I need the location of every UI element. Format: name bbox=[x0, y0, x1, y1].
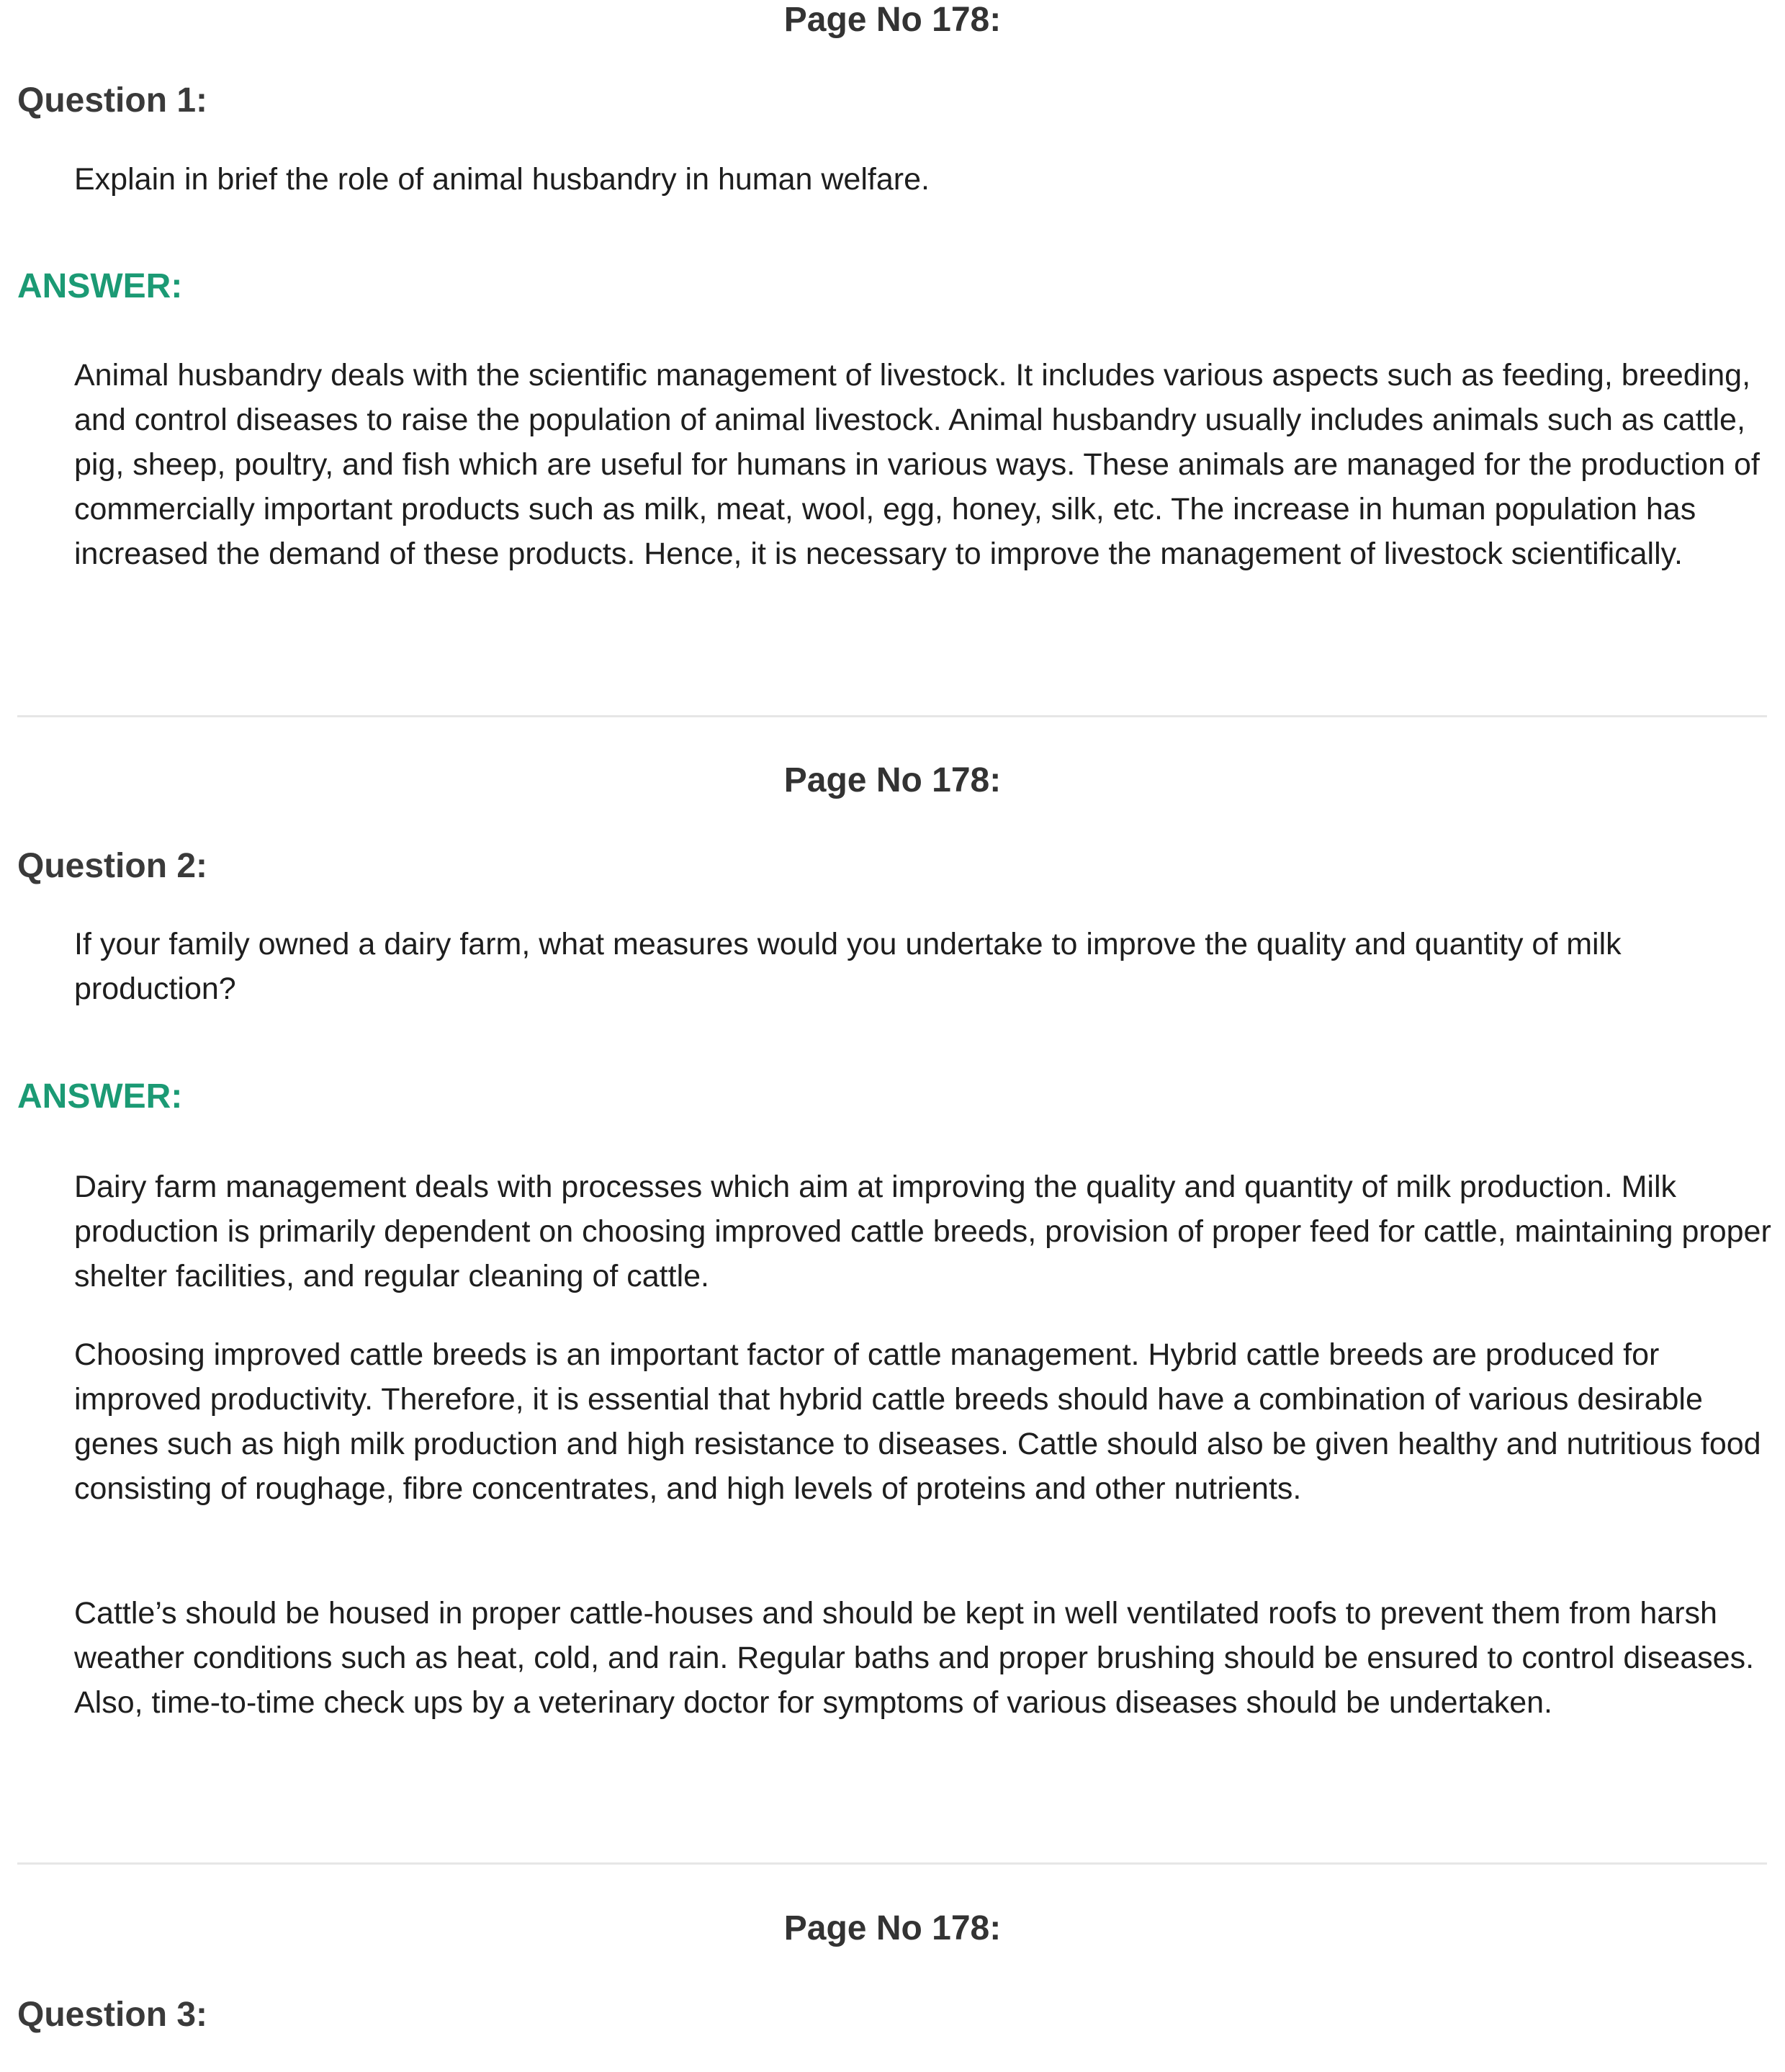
question-label: Question 1: bbox=[17, 81, 208, 120]
page-number-heading: Page No 178: bbox=[783, 1909, 1002, 1947]
answer-label: ANSWER: bbox=[17, 1077, 183, 1116]
question-label: Question 3: bbox=[17, 1996, 208, 2034]
section-divider bbox=[17, 715, 1767, 717]
section-divider bbox=[17, 1862, 1767, 1865]
question-text: Explain in brief the role of animal husbandry in human welfare. bbox=[74, 162, 930, 197]
answer-paragraph: Animal husbandry deals with the scientific management of livestock. It includes various aspects such as feeding, breeding, and control diseases to raise the population of animal livestock. Animal husbandry usually includes animals such as cattle, pig, sheep, poultry, and fish which are useful for humans in various ways. These animals are managed for the production of commercially important products such as milk, meat, wool, egg, honey, silk, etc. The increase in human population has increased the demand of these products. Hence, it is necessary to improve the management of livestock scientifically. bbox=[74, 358, 1760, 571]
page-number-heading: Page No 178: bbox=[783, 761, 1002, 799]
answer-paragraph: Cattle’s should be housed in proper cattle-houses and should be kept in well ventilated roofs to prevent them from harsh weather conditions such as heat, cold, and rain. Regular baths and proper brushing should be ensured to control diseases. Also, time-to-time check ups by a veterinary doctor for symptoms of various diseases should be undertaken. bbox=[74, 1596, 1755, 1720]
question-label: Question 2: bbox=[17, 847, 208, 885]
page-number-heading: Page No 178: bbox=[783, 1, 1002, 39]
answer-paragraph: Dairy farm management deals with processes which aim at improving the quality and quantity of milk production. Milk production is primarily dependent on choosing improved cattle breeds, provision of proper feed for cattle, maintaining proper shelter facilities, and regular cleaning of cattle. bbox=[74, 1170, 1771, 1293]
question-text: If your family owned a dairy farm, what measures would you undertake to improve the quality and quantity of milk production? bbox=[74, 927, 1622, 1006]
answer-paragraph: Choosing improved cattle breeds is an important factor of cattle management. Hybrid cattle breeds are produced for improved productivity. Therefore, it is essential that hybrid cattle breeds should have a combination of various desirable genes such as high milk production and high resistance to diseases. Cattle should also be given healthy and nutritious food consisting of roughage, fibre concentrates, and high levels of proteins and other nutrients. bbox=[74, 1337, 1761, 1506]
answer-label: ANSWER: bbox=[17, 267, 183, 305]
